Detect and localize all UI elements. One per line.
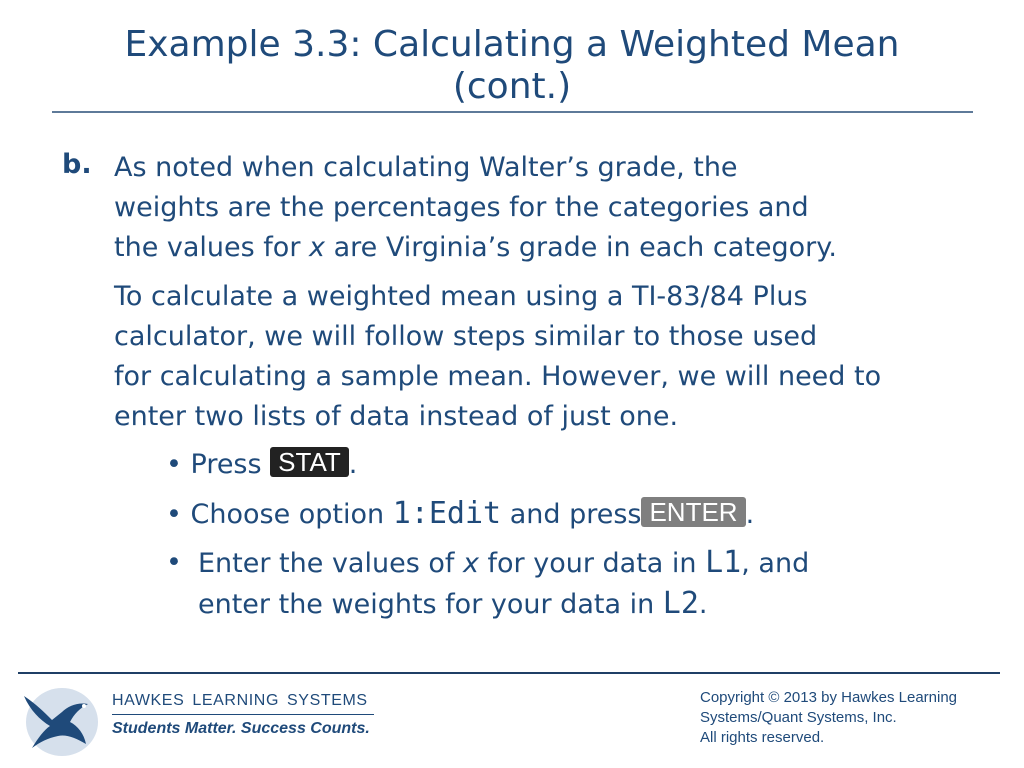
bullet-dot: • [166,547,182,578]
variable-x: x [462,548,479,579]
bullet-period: . [698,589,708,620]
bullet-enter-values-text [198,543,809,625]
copyright-line3: All rights reserved. [700,729,825,746]
slide-title-line1: Example 3.3: Calculating a Weighted Mean [124,24,900,65]
copyright-notice [700,688,1010,748]
brand-tagline: Students Matter. Success Counts. [112,720,370,737]
copyright-line1: Copyright © 2013 by Hawkes Learning [700,689,958,706]
text-span: enter the weights for your data in [198,589,663,620]
bullet-text: • Choose option [166,499,393,530]
footer-divider [18,672,1000,674]
bullet-text: and press [501,499,642,530]
paragraph-weights-line1: As noted when calculating Walter’s grade, the [114,152,738,183]
bullet-choose-edit [166,494,754,535]
paragraph-calculator-line1: To calculate a weighted mean using a TI-83/84 Plus [114,281,808,312]
bullet-period: . [348,449,358,480]
paragraph-calculator-line3: for calculating a sample mean. However, we will need to [114,361,882,392]
stat-key-button: STAT [270,447,349,477]
paragraph-calculator-line2: calculator, we will follow steps similar to those used [114,321,818,352]
list-l1-code: L1 [705,545,742,580]
paragraph-weights-line3 [114,228,974,268]
text-span: for your data in [478,548,706,579]
text-span: are Virginia’s grade in each category. [324,232,837,263]
bullet-line1 [198,543,809,584]
paragraph-calculator [114,277,974,437]
bullet-text: • Press [166,449,262,480]
paragraph-calculator-line4: enter two lists of data instead of just one. [114,401,679,432]
edit-option-code: 1:Edit [392,496,502,531]
text-span: Enter the values of [198,548,463,579]
brand-name: HAWKES LEARNING SYSTEMS [112,692,368,709]
text-span: the values for [114,232,309,263]
brand-divider [112,714,374,715]
bullet-period: . [745,499,755,530]
copyright-line2: Systems/Quant Systems, Inc. [700,709,897,726]
list-l2-code: L2 [662,586,699,621]
paragraph-weights-line2: weights are the percentages for the categories and [114,192,809,223]
variable-x: x [309,232,325,263]
bullet-enter-values [166,543,810,621]
bullet-press-stat [166,445,357,485]
paragraph-weights [114,148,974,268]
text-span: , and [741,548,810,579]
enter-key-button: ENTER [641,497,745,527]
bullet-line2 [198,584,809,625]
eagle-logo-icon [18,682,102,760]
slide-title-line2: (cont.) [452,66,572,107]
list-marker-b: b. [62,149,92,180]
